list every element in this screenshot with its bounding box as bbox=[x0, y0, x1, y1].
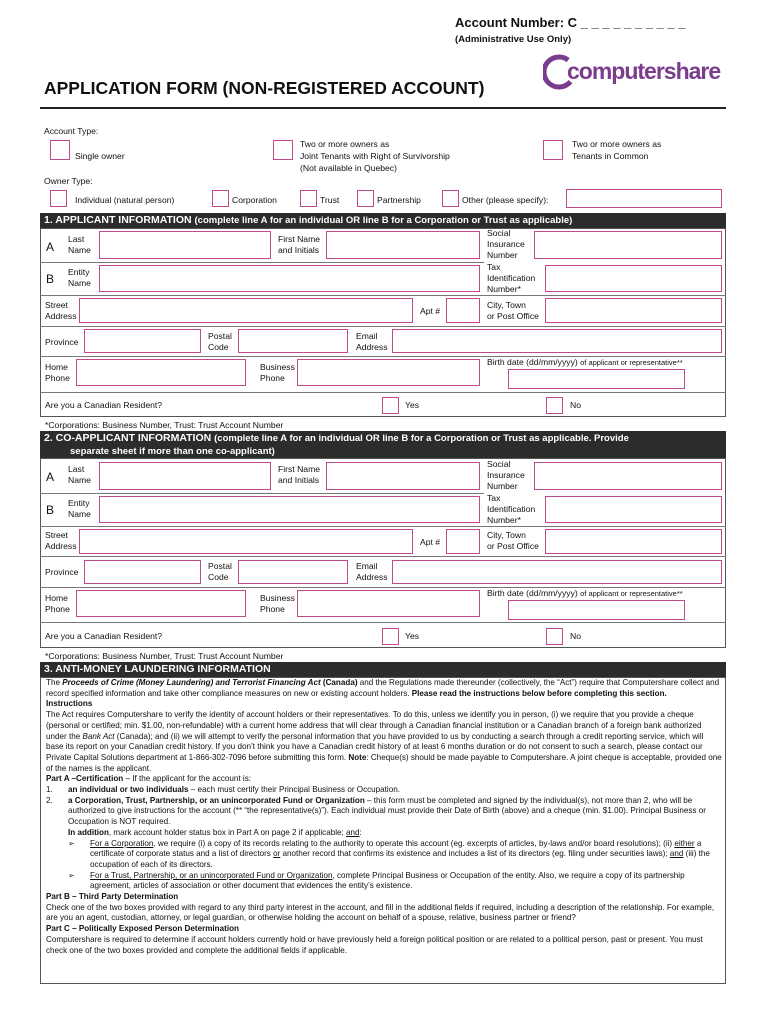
divider bbox=[40, 392, 726, 393]
individual-label: Individual (natural person) bbox=[75, 195, 175, 205]
in-addition-text: In addition, mark account holder status box in Part A on page 2 if applicable; and: bbox=[68, 827, 362, 837]
divider bbox=[40, 556, 726, 557]
divider bbox=[40, 262, 484, 263]
partnership-label: Partnership bbox=[377, 195, 421, 205]
email-label: Email Address bbox=[356, 331, 388, 352]
page-title: APPLICATION FORM (NON-REGISTERED ACCOUNT) bbox=[44, 78, 485, 98]
corporation-bullet: ➢ For a Corporation, we require (i) a copy of its records relating to the authority to operate this account (eg. excerpts of articles, by-laws and/or board resolutions); (ii) either a certificate of corporate status and a list of directors or another record that confirms its existence and includes a list of its directors (eg. filing under securities laws); and (iii) the occupation of each of its directors. bbox=[68, 838, 710, 869]
entity-name-label: Entity Name bbox=[68, 267, 91, 288]
line-b-marker: B bbox=[46, 503, 55, 517]
coapplicant-home-phone-input[interactable] bbox=[76, 590, 246, 617]
sin-label: Social Insurance Number bbox=[487, 228, 525, 260]
trust-label: Trust bbox=[320, 195, 340, 205]
coapplicant-apt-input[interactable] bbox=[446, 529, 480, 554]
instructions-heading: Instructions bbox=[46, 699, 93, 709]
resident-yes-checkbox[interactable] bbox=[382, 397, 399, 414]
coapplicant-resident-no-checkbox[interactable] bbox=[546, 628, 563, 645]
applicant-city-input[interactable] bbox=[545, 298, 722, 323]
applicant-first-name-input[interactable] bbox=[326, 231, 480, 259]
last-name-label: Last Name bbox=[68, 234, 91, 255]
coapplicant-city-input[interactable] bbox=[545, 529, 722, 554]
applicant-tax-id-input[interactable] bbox=[545, 265, 722, 292]
other-specify-input[interactable] bbox=[566, 189, 722, 208]
city-label: City, Town or Post Office bbox=[487, 530, 539, 551]
coapplicant-birth-date-input[interactable] bbox=[508, 600, 685, 620]
resident-no-checkbox[interactable] bbox=[546, 397, 563, 414]
coapplicant-business-phone-input[interactable] bbox=[297, 590, 480, 617]
section2-footnote: *Corporations: Business Number, Trust: Trust Account Number bbox=[45, 651, 284, 661]
coapplicant-postal-code-input[interactable] bbox=[238, 560, 348, 584]
applicant-last-name-input[interactable] bbox=[99, 231, 271, 259]
joint-survivorship-line3: (Not available in Quebec) bbox=[300, 163, 397, 173]
part-c-heading: Part C – Politically Exposed Person Determination bbox=[46, 924, 239, 934]
account-type-label: Account Type: bbox=[44, 126, 99, 136]
home-phone-label: Home Phone bbox=[45, 362, 70, 383]
part-b-text: Check one of the two boxes provided with regard to any third party interest in the account, and fill in the additional fields if required, including a description of the relationship. For example, are you an agent, custodian, attorney, or legal guardian, or otherwise holding the account on behalf of a spouse, relative, business partner or friend? bbox=[46, 902, 715, 923]
sin-label: Social Insurance Number bbox=[487, 459, 525, 491]
trust-checkbox[interactable] bbox=[300, 190, 317, 207]
divider bbox=[40, 622, 726, 623]
applicant-province-input[interactable] bbox=[84, 329, 201, 353]
joint-survivorship-line2: Joint Tenants with Right of Survivorship bbox=[300, 151, 450, 161]
divider bbox=[40, 493, 484, 494]
section3-header bbox=[40, 662, 726, 677]
joint-survivorship-checkbox[interactable] bbox=[273, 140, 293, 160]
business-phone-label: Business Phone bbox=[260, 362, 295, 383]
part-b-heading: Part B – Third Party Determination bbox=[46, 892, 179, 902]
partnership-checkbox[interactable] bbox=[357, 190, 374, 207]
aml-intro: The Proceeds of Crime (Money Laundering) and Terrorist Financing Act (Canada) and the Regulations made thereunder (collectively, the “Act”) require that Computershare collect and record specified information and take other compliance measures on new or existing account holders. Please read the instructions below before completing this section. bbox=[46, 678, 720, 698]
applicant-home-phone-input[interactable] bbox=[76, 359, 246, 386]
admin-note: (Administrative Use Only) bbox=[455, 34, 572, 45]
resident-question: Are you a Canadian Resident? bbox=[45, 631, 163, 641]
line-a-marker: A bbox=[46, 470, 55, 484]
individual-checkbox[interactable] bbox=[50, 190, 67, 207]
applicant-postal-code-input[interactable] bbox=[238, 329, 348, 353]
section1-footnote: *Corporations: Business Number, Trust: Trust Account Number bbox=[45, 420, 284, 430]
province-label: Province bbox=[45, 337, 79, 347]
resident-question: Are you a Canadian Resident? bbox=[45, 400, 163, 410]
resident-no-label: No bbox=[570, 400, 581, 410]
applicant-email-input[interactable] bbox=[392, 329, 722, 353]
apt-label: Apt # bbox=[420, 306, 441, 316]
owner-type-label: Owner Type: bbox=[44, 176, 93, 186]
business-phone-label: Business Phone bbox=[260, 593, 295, 614]
section1-subtitle: (complete line A for an individual OR line B for a Corporation or Trust as applicable) bbox=[194, 215, 573, 226]
coapplicant-resident-yes-checkbox[interactable] bbox=[382, 628, 399, 645]
corporation-label: Corporation bbox=[232, 195, 277, 205]
tenants-common-checkbox[interactable] bbox=[543, 140, 563, 160]
logo-text: computershare bbox=[567, 58, 721, 84]
single-owner-label: Single owner bbox=[75, 151, 125, 161]
last-name-label: Last Name bbox=[68, 464, 91, 485]
section2-title: 2. CO-APPLICANT INFORMATION bbox=[44, 432, 212, 444]
coapplicant-email-input[interactable] bbox=[392, 560, 722, 584]
province-label: Province bbox=[45, 567, 79, 577]
applicant-apt-input[interactable] bbox=[446, 298, 480, 323]
postal-code-label: Postal Code bbox=[208, 331, 232, 352]
tenants-common-line1: Two or more owners as bbox=[572, 139, 662, 149]
divider bbox=[40, 526, 726, 527]
applicant-street-input[interactable] bbox=[79, 298, 413, 323]
street-label: Street Address bbox=[45, 300, 77, 321]
section3-title: 3. ANTI-MONEY LAUNDERING INFORMATION bbox=[44, 663, 271, 675]
coapplicant-sin-input[interactable] bbox=[534, 462, 722, 490]
corporation-checkbox[interactable] bbox=[212, 190, 229, 207]
divider bbox=[40, 326, 726, 327]
other-checkbox[interactable] bbox=[442, 190, 459, 207]
account-number-label: Account Number: C _ _ _ _ _ _ _ _ _ _ bbox=[455, 15, 686, 30]
postal-code-label: Postal Code bbox=[208, 561, 232, 582]
birth-date-label: Birth date (dd/mm/yyyy) of applicant or representative** bbox=[487, 357, 683, 367]
aml-text bbox=[46, 678, 722, 956]
tax-id-label: Tax Identification Number* bbox=[487, 493, 536, 525]
first-name-label: First Name and Initials bbox=[278, 464, 321, 485]
coapplicant-street-input[interactable] bbox=[79, 529, 413, 554]
part-c-text: Computershare is required to determine if account holders currently hold or have previously held a foreign political position or are related to a political person, past or present. You must check one of the two boxes provided and complete the additional fields if applicable. bbox=[46, 934, 703, 955]
other-label: Other (please specify): bbox=[462, 195, 549, 205]
part-a-item-1: 1. an individual or two individuals – each must certify their Principal Business or Occupation. bbox=[46, 785, 400, 795]
single-owner-checkbox[interactable] bbox=[50, 140, 70, 160]
coapplicant-tax-id-input[interactable] bbox=[545, 496, 722, 523]
line-a-marker: A bbox=[46, 240, 55, 254]
first-name-label: First Name and Initials bbox=[278, 234, 321, 255]
header-rule bbox=[40, 107, 726, 109]
applicant-entity-name-input[interactable] bbox=[99, 265, 480, 292]
part-a-heading: Part A –Certification – If the applicant for the account is: bbox=[46, 774, 251, 784]
resident-yes-label: Yes bbox=[405, 400, 420, 410]
joint-survivorship-line1: Two or more owners as bbox=[300, 139, 390, 149]
coapplicant-last-name-input[interactable] bbox=[99, 462, 271, 490]
email-label: Email Address bbox=[356, 561, 388, 582]
arrow-bullet-icon: ➢ bbox=[68, 870, 75, 880]
section1-title: 1. APPLICANT INFORMATION bbox=[44, 214, 192, 226]
section2-subtitle-1: (complete line A for an individual OR line B for a Corporation or Trust as applicable. Provide bbox=[214, 433, 629, 444]
tenants-common-line2: Tenants in Common bbox=[572, 151, 649, 161]
birth-date-label: Birth date (dd/mm/yyyy) of applicant or representative** bbox=[487, 588, 683, 598]
instructions-text: The Act requires Computershare to verify the identity of account holders or their representatives. To do this, unless we identify you in person, (i) we require that you provide a cheque (personal or certified; min. $1.00, non-refundable) with a current home address that will clear through a Canadian financial institution or a Canadian branch of a foreign bank authorized under the Bank Act (Canada); and (ii) we will attempt to verify the personal information that you have provided to us by conducting a search through a credit reporting service, which will base its report on your Canadian credit history. If you don’t think you have a Canadian credit history of at least 6 months duration or do not consent to such a search, please contact our Private Capital Solutions department at 1-866-302-7096 before submitting this form. Note: Cheque(s) should be made payable to Computershare. A joint cheque is acceptable, provided one of the names is the applicant. bbox=[46, 710, 722, 773]
home-phone-label: Home Phone bbox=[45, 593, 70, 614]
apt-label: Apt # bbox=[420, 537, 441, 547]
applicant-sin-input[interactable] bbox=[534, 231, 722, 259]
applicant-business-phone-input[interactable] bbox=[297, 359, 480, 386]
section1-header bbox=[40, 213, 726, 228]
coapplicant-first-name-input[interactable] bbox=[326, 462, 480, 490]
resident-yes-label: Yes bbox=[405, 631, 420, 641]
section2-subtitle-2: separate sheet if more than one co-applicant) bbox=[70, 446, 275, 457]
coapplicant-entity-name-input[interactable] bbox=[99, 496, 480, 523]
trust-bullet: ➢ For a Trust, Partnership, or an unincorporated Fund or Organization, complete Principal Business or Occupation of the entity. Also, we require a copy of its partnership agreement, articles of association or other document that evidences the entity’s existence. bbox=[68, 870, 685, 891]
section2-header bbox=[40, 431, 726, 458]
arrow-bullet-icon: ➢ bbox=[68, 838, 75, 848]
street-label: Street Address bbox=[45, 530, 77, 551]
part-a-item-2: 2. a Corporation, Trust, Partnership, or an unincorporated Fund or Organization – this form must be completed and signed by the individual(s), not more than 2, who will be authorized to give instructions for the account (** “the representative(s)”). Each individual must provide their Date of Birth (above) and a cheque (min. $1.00). Principal Business or Occupation is NOT required. bbox=[46, 795, 706, 827]
entity-name-label: Entity Name bbox=[68, 498, 91, 519]
tax-id-label: Tax Identification Number* bbox=[487, 262, 536, 294]
coapplicant-province-input[interactable] bbox=[84, 560, 201, 584]
divider bbox=[40, 295, 726, 296]
computershare-logo bbox=[543, 54, 721, 90]
line-b-marker: B bbox=[46, 272, 55, 286]
applicant-birth-date-input[interactable] bbox=[508, 369, 685, 389]
city-label: City, Town or Post Office bbox=[487, 300, 539, 321]
resident-no-label: No bbox=[570, 631, 581, 641]
